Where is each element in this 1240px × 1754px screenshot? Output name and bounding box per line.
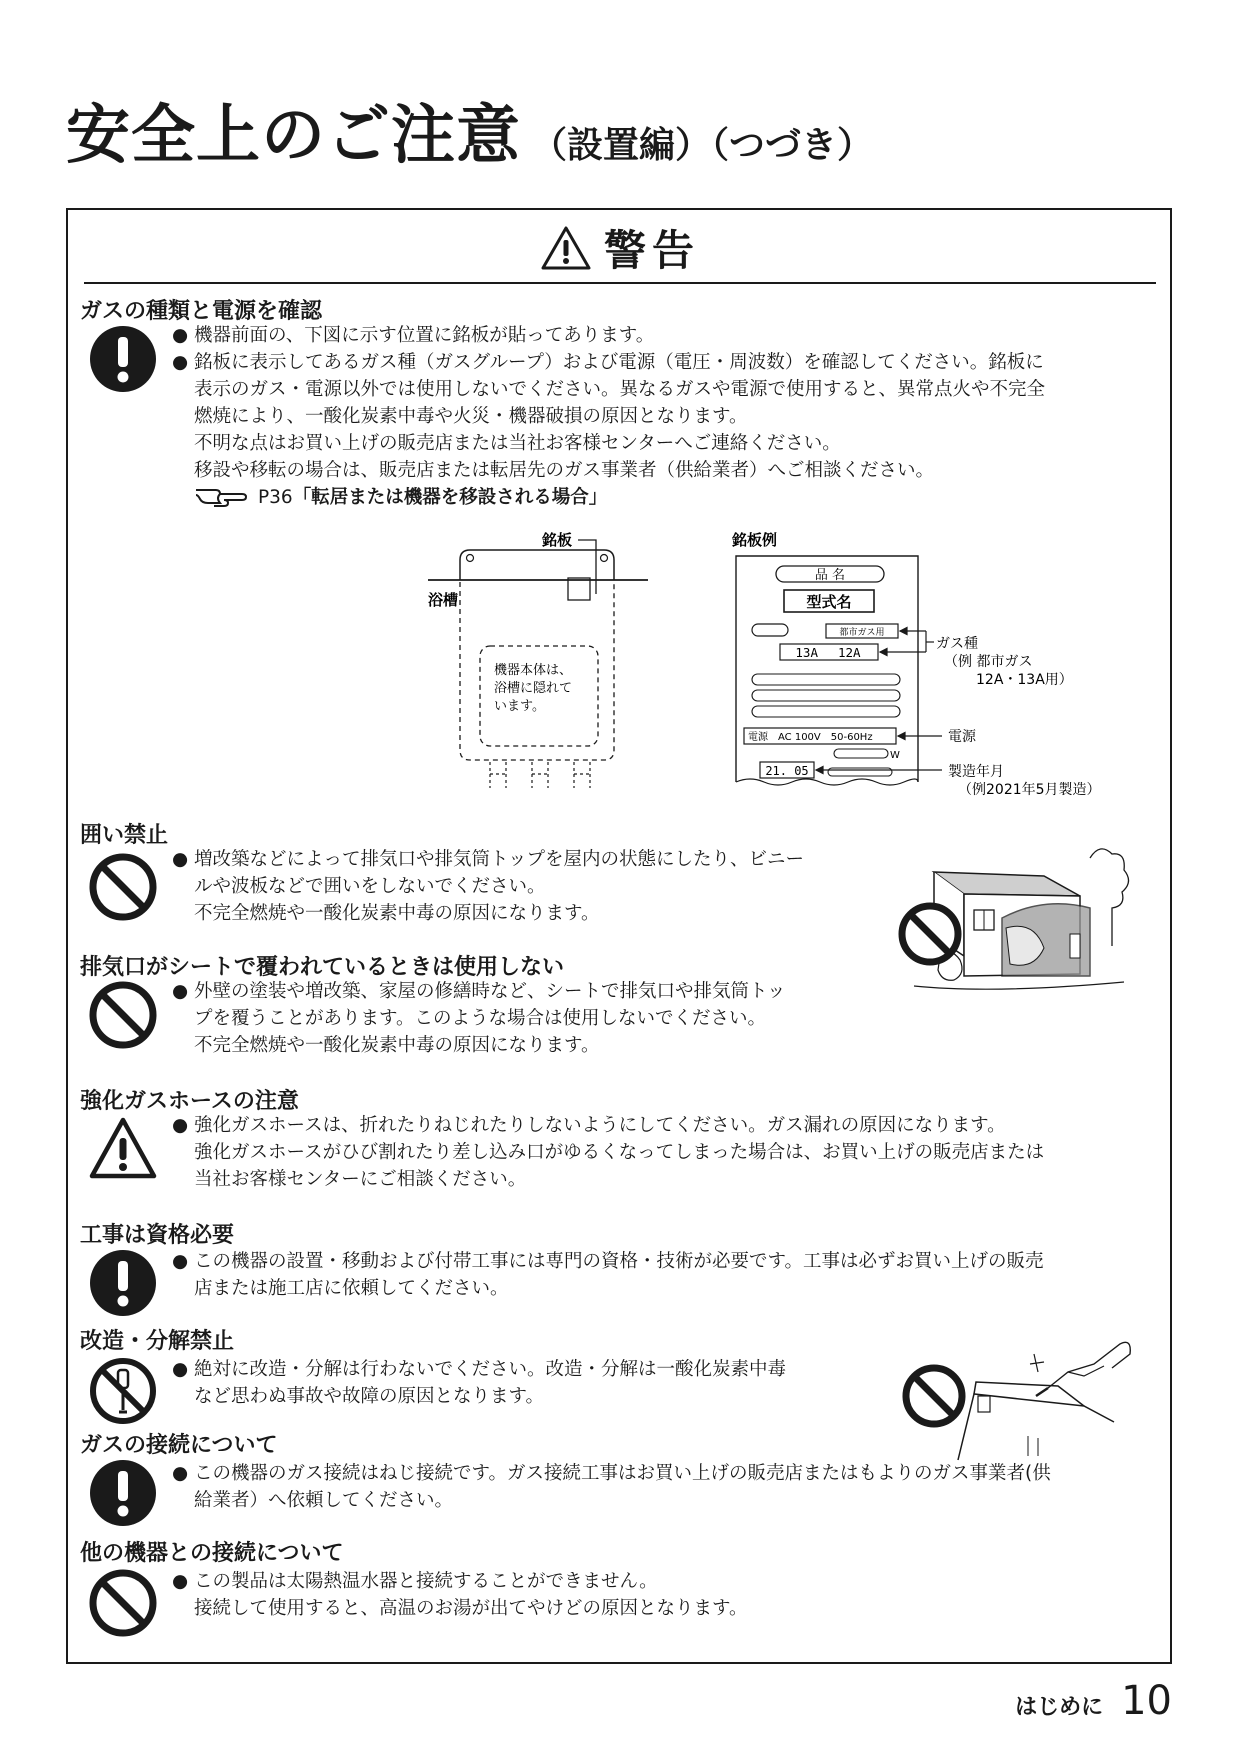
warning-box (66, 208, 1172, 1664)
body-line: 給業者）へ依頼してください。 (194, 1490, 454, 1511)
section-title-hose: 強化ガスホースの注意 (80, 1089, 299, 1114)
sheet-text (172, 978, 785, 1059)
nameplate-example (732, 530, 1152, 800)
city-gas-label: 都市ガス用 (839, 628, 885, 638)
mandatory-icon (88, 324, 158, 394)
gas-example-line: 12A・13A用） (976, 672, 1073, 688)
date-value: 21. 05 (765, 764, 809, 778)
section-title-gas-power: ガスの種類と電源を確認 (80, 299, 323, 324)
section-title-modify: 改造・分解禁止 (80, 1329, 235, 1354)
gas-power-text (172, 322, 1045, 511)
bullet-item: ● 増改築などによって排気口や排気筒トップを屋内の状態にしたり、ビニー (172, 846, 804, 873)
page-title (66, 84, 873, 176)
body-line: 燃焼により、一酸化炭素中毒や火災・機器破損の原因となります。 (194, 406, 748, 427)
mandatory-icon (88, 1248, 158, 1318)
section-title-qualification: 工事は資格必要 (80, 1223, 235, 1248)
body-line: 不完全燃焼や一酸化炭素中毒の原因になります。 (194, 903, 600, 924)
ref-title: 「転居または機器を移設される場合」 (292, 487, 608, 508)
no-disassembly-icon (88, 1356, 158, 1426)
body-line: 不明な点はお買い上げの販売店または当社お客様センターへご連絡ください。 (194, 433, 841, 454)
body-line: 当社お客様センターにご相談ください。 (194, 1169, 527, 1190)
manufacture-example: （例2021年5月製造） (958, 782, 1101, 798)
mandatory-icon (88, 1458, 158, 1528)
nameplate-example-title: 銘板例 (732, 531, 778, 549)
pipe-fittings (490, 762, 590, 788)
bullet-icon: ● (172, 1463, 189, 1484)
warning-triangle-icon (540, 225, 592, 271)
bullet-icon: ● (172, 1251, 189, 1272)
body-line: ルや波板などで囲いをしないでください。 (194, 876, 546, 897)
gas-example-line: （例 都市ガス (944, 654, 1033, 670)
section-title-sheet: 排気口がシートで覆われているときは使用しない (80, 955, 565, 980)
hidden-note-line: 機器本体は、 (494, 663, 573, 678)
other-devices-text (172, 1568, 748, 1622)
hidden-note-line: います。 (494, 699, 545, 714)
bullet-item: ● 絶対に改造・分解は行わないでください。改造・分解は一酸化炭素中毒 (172, 1356, 786, 1383)
page-reference[interactable] (172, 484, 1045, 511)
bullet-item: ● 強化ガスホースは、折れたりねじれたりしないようにしてください。ガス漏れの原因になります。 (172, 1112, 1044, 1139)
body-line: 店または施工店に依頼してください。 (194, 1278, 509, 1299)
bullet-icon: ● (172, 849, 189, 870)
model-name: 型式名 (806, 593, 852, 611)
section-title-gas-connection: ガスの接続について (80, 1433, 278, 1458)
bullet-item: ● 機器前面の、下図に示す位置に銘板が貼ってあります。 (172, 322, 1045, 349)
power-label: 電源 (948, 729, 976, 745)
modify-text (172, 1356, 786, 1410)
watt-unit: W (890, 750, 900, 761)
caution-triangle-icon (88, 1114, 158, 1184)
bullet-item: ● この機器のガス接続はねじ接続です。ガス接続工事はお買い上げの販売店またはもよりのガス事業者(供 (172, 1460, 1051, 1487)
bullet-icon: ● (172, 981, 189, 1002)
body-line: 表示のガス・電源以外では使用しないでください。異なるガスや電源で使用すると、異常点火や不完全 (194, 379, 1046, 400)
chapter-label: はじめに (1015, 1695, 1104, 1720)
bullet-icon: ● (172, 1571, 189, 1592)
bullet-icon: ● (172, 325, 189, 346)
installation-diagram (428, 530, 728, 790)
bullet-icon: ● (172, 1115, 189, 1136)
qualification-text (172, 1248, 1044, 1302)
manufacture-label: 製造年月 (948, 764, 1004, 780)
body-line: 移設や移転の場合は、販売店または転居先のガス事業者（供給業者）へご相談ください。 (194, 460, 935, 481)
section-title-enclosure: 囲い禁止 (80, 823, 169, 848)
body-line: 強化ガスホースがひび割れたり差し込み口がゆるくなってしまった場合は、お買い上げの販売店または (194, 1142, 1045, 1163)
gas-connection-text (172, 1460, 1051, 1514)
ref-page: P36 (258, 487, 293, 508)
nameplate-label: 銘板 (542, 531, 573, 549)
bullet-item: ● 外壁の塗装や増改築、家屋の修繕時など、シートで排気口や排気筒トッ (172, 978, 785, 1005)
hidden-note-line: 浴槽に隠れて (494, 681, 573, 696)
prohibited-icon (88, 1568, 158, 1638)
body-line: 接続して使用すると、高温のお湯が出てやけどの原因となります。 (194, 1598, 748, 1619)
product-name: 品 名 (814, 568, 846, 583)
bathtub-label: 浴槽 (428, 591, 459, 609)
prohibited-icon (88, 852, 158, 922)
warning-header (84, 218, 1156, 284)
gas-value: 13A 12A (795, 645, 861, 660)
page-title-main: 安全上のご注意 (66, 99, 521, 173)
page-footer (1015, 1678, 1172, 1724)
bullet-icon: ● (172, 1359, 189, 1380)
gas-type-label: ガス種 (936, 636, 978, 652)
pointing-hand-icon (194, 485, 250, 507)
warning-label: 警告 (603, 226, 700, 275)
prohibited-icon (88, 980, 158, 1050)
bullet-item: ● この製品は太陽熱温水器と接続することができません。 (172, 1568, 748, 1595)
power-value: 電源 AC 100V 50-60Hz (748, 732, 873, 743)
screwdriver-illustration (898, 1324, 1138, 1474)
bullet-item: ● 銘板に表示してあるガス種（ガスグループ）および電源（電圧・周波数）を確認してください。銘板に (172, 349, 1045, 376)
house-enclosure-illustration (894, 836, 1134, 1006)
enclosure-text (172, 846, 804, 927)
body-line: プを覆うことがあります。このような場合は使用しないでください。 (194, 1008, 767, 1029)
page-title-sub: （設置編）（つづき） (531, 125, 874, 166)
section-title-other-devices: 他の機器との接続について (80, 1541, 344, 1566)
bullet-icon: ● (172, 352, 189, 373)
hose-text (172, 1112, 1044, 1193)
bullet-item: ● この機器の設置・移動および付帯工事には専門の資格・技術が必要です。工事は必ずお買い上げの販売 (172, 1248, 1044, 1275)
body-line: など思わぬ事故や故障の原因となります。 (194, 1386, 545, 1407)
page-number: 10 (1121, 1678, 1172, 1724)
body-line: 不完全燃焼や一酸化炭素中毒の原因になります。 (194, 1035, 600, 1056)
